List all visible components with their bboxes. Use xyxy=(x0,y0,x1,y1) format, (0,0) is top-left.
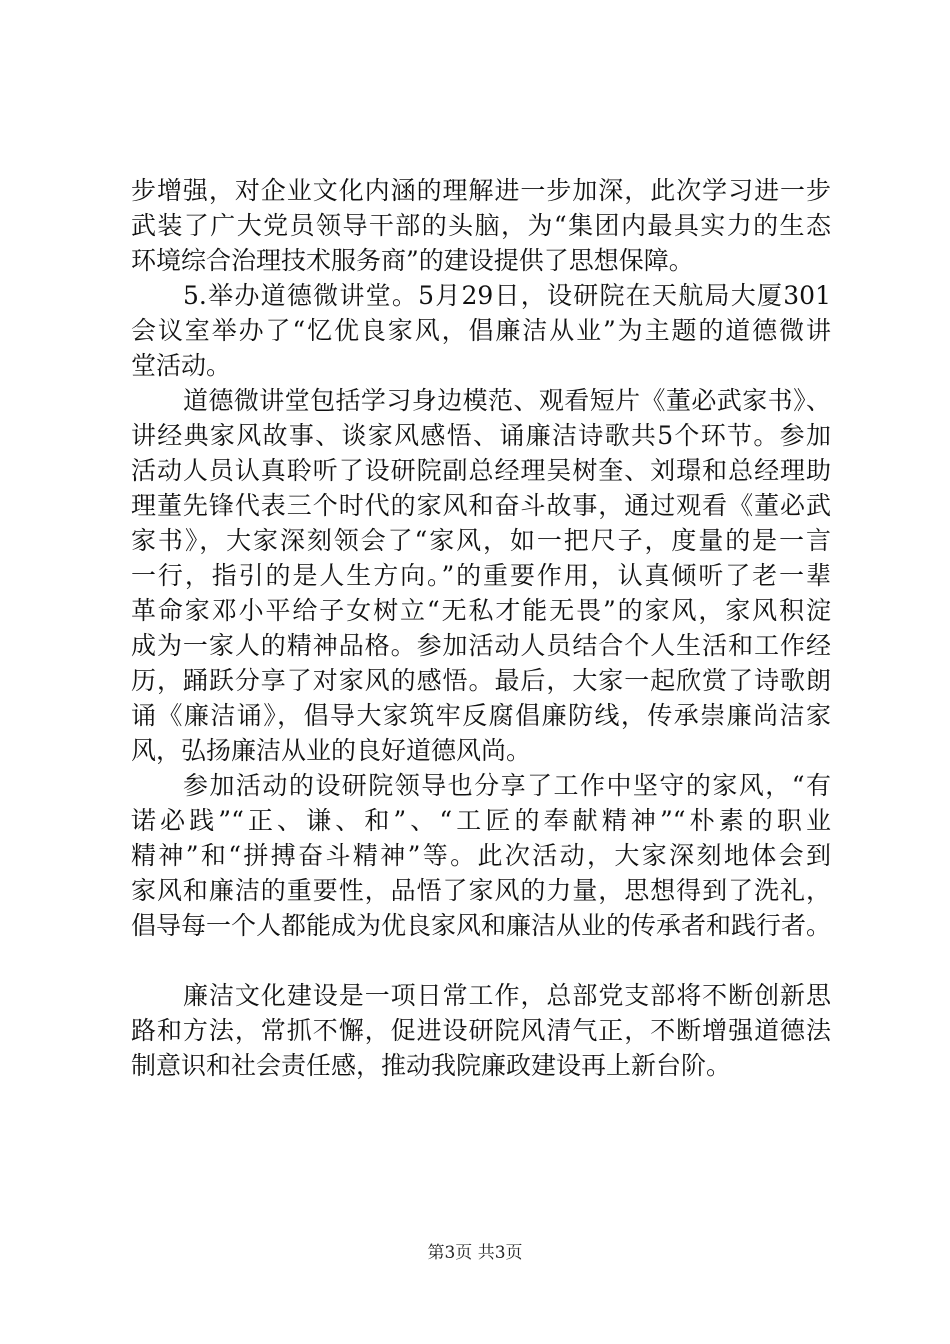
text-line: 家书》，大家深刻领会了“家风，如一把尺子，度量的是一言 xyxy=(131,526,831,555)
text-line: 历，踊跃分享了对家风的感悟。最后，大家一起欣赏了诗歌朗 xyxy=(131,666,831,695)
text-line: 家风和廉洁的重要性，品悟了家风的力量，思想得到了洗礼， xyxy=(131,876,831,905)
text-line: 讲经典家风故事、谈家风感悟、诵廉洁诗歌共5个环节。参加 xyxy=(131,421,831,450)
text-line: 诵《廉洁诵》，倡导大家筑牢反腐倡廉防线，传承崇廉尚洁家 xyxy=(131,701,831,730)
page-footer: 第3页 共3页 xyxy=(427,1243,523,1263)
paragraph xyxy=(131,173,831,278)
text-line: 制意识和社会责任感，推动我院廉政建设再上新台阶。 xyxy=(131,1051,732,1080)
text-line: 革命家邓小平给子女树立“无私才能无畏”的家风，家风积淀 xyxy=(131,596,831,625)
paragraph xyxy=(131,768,831,943)
text-line: 步增强，对企业文化内涵的理解进一步加深，此次学习进一步 xyxy=(131,176,831,205)
document-body xyxy=(131,173,831,1083)
text-line: 参加活动的设研院领导也分享了工作中坚守的家风，“有 xyxy=(183,771,831,800)
text-line: 诺必践”“正、谦、和”、“工匠的奉献精神”“朴素的职业 xyxy=(131,806,831,835)
paragraph xyxy=(131,278,831,383)
text-line: 路和方法，常抓不懈，促进设研院风清气正，不断增强道德法 xyxy=(131,1016,831,1045)
text-line: 会议室举办了“忆优良家风，倡廉洁从业”为主题的道德微讲 xyxy=(131,316,831,345)
text-line: 堂活动。 xyxy=(131,351,232,380)
text-line: 精神”和“拼搏奋斗精神”等。此次活动，大家深刻地体会到 xyxy=(131,841,831,870)
paragraph xyxy=(131,978,831,1083)
paragraph-gap xyxy=(131,943,831,978)
text-line: 武装了广大党员领导干部的头脑，为“集团内最具实力的生态 xyxy=(131,211,831,240)
text-line: 风，弘扬廉洁从业的良好道德风尚。 xyxy=(131,736,532,765)
text-line: 理董先锋代表三个时代的家风和奋斗故事，通过观看《董必武 xyxy=(131,491,831,520)
text-line: 环境综合治理技术服务商”的建设提供了思想保障。 xyxy=(131,246,694,275)
text-line: 廉洁文化建设是一项日常工作，总部党支部将不断创新思 xyxy=(183,981,831,1010)
text-line: 5.举办道德微讲堂。5月29日，设研院在天航局大厦301 xyxy=(183,281,831,310)
text-line: 道德微讲堂包括学习身边模范、观看短片《董必武家书》、 xyxy=(183,386,831,415)
paragraph xyxy=(131,383,831,768)
text-line: 倡导每一个人都能成为优良家风和廉洁从业的传承者和践行者。 xyxy=(131,911,832,940)
text-line: 活动人员认真聆听了设研院副总经理吴树奎、刘璟和总经理助 xyxy=(131,456,831,485)
text-line: 成为一家人的精神品格。参加活动人员结合个人生活和工作经 xyxy=(131,631,831,660)
text-line: 一行，指引的是人生方向。”的重要作用，认真倾听了老一辈 xyxy=(131,561,831,590)
